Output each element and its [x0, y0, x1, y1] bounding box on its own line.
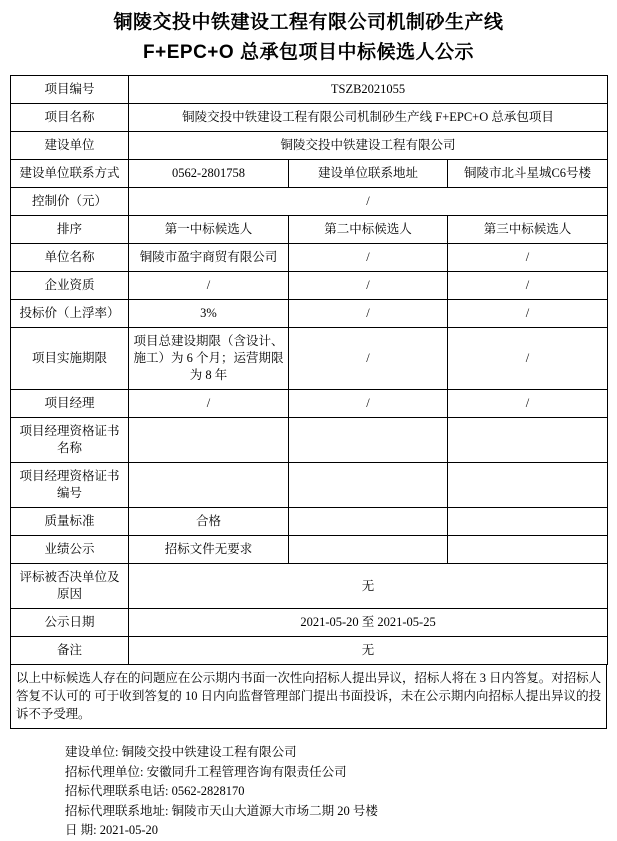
table-row [11, 508, 608, 536]
column-header-candidate-3: 第三中标候选人 [448, 216, 608, 244]
title-line-2: F+EPC+O 总承包项目中标候选人公示 [143, 42, 474, 63]
row-label: 业绩公示 [11, 536, 129, 564]
row-label: 评标被否决单位及原因 [11, 564, 129, 609]
cell-candidate-3: / [448, 390, 608, 418]
footer-line-agency-phone: 招标代理联系电话: 0562-2828170 [65, 784, 245, 798]
row-label: 质量标准 [11, 508, 129, 536]
row-value: TSZB2021055 [129, 76, 608, 104]
cell-candidate-1 [129, 418, 289, 463]
cell-candidate-1: 3% [129, 300, 289, 328]
cell-candidate-2: / [289, 328, 448, 390]
row-value: 无 [129, 564, 608, 609]
notice-text: 以上中标候选人存在的问题应在公示期内书面一次性向招标人提出异议，招标人将在 3 日内答复。对招标人答复不认可的 可于收到答复的 10 日内向监督管理部门提出书面投诉，未在公示期内向招标人提出异议的投诉不予受理。 [10, 665, 607, 729]
column-header-candidate-1: 第一中标候选人 [129, 216, 289, 244]
cell-candidate-1: 招标文件无要求 [129, 536, 289, 564]
table-row [11, 104, 608, 132]
table-row [11, 609, 608, 637]
cell-candidate-2 [289, 463, 448, 508]
cell-candidate-3 [448, 536, 608, 564]
footer-line-agency-address: 招标代理联系地址: 铜陵市天山大道源大市场二期 20 号楼 [65, 803, 378, 818]
table-row [11, 328, 608, 390]
table-row [11, 463, 608, 508]
table-row [11, 132, 608, 160]
row-label: 单位名称 [11, 244, 129, 272]
table-row [11, 637, 608, 665]
table-row [11, 390, 608, 418]
row-value: 无 [129, 637, 608, 665]
row-label: 建设单位联系方式 [11, 160, 129, 188]
cell-candidate-1: 项目总建设期限（含设计、施工）为 6 个月；运营期限为 8 年 [129, 328, 289, 390]
row-label: 排序 [11, 216, 129, 244]
cell-candidate-2 [289, 418, 448, 463]
row-label: 建设单位 [11, 132, 129, 160]
table-row-contact [11, 160, 608, 188]
cell-candidate-2: / [289, 390, 448, 418]
row-label: 企业资质 [11, 272, 129, 300]
bid-candidate-table [10, 75, 608, 665]
row-label: 备注 [11, 637, 129, 665]
cell-candidate-2: / [289, 244, 448, 272]
cell-candidate-2: / [289, 272, 448, 300]
cell-candidate-3: / [448, 244, 608, 272]
table-row [11, 564, 608, 609]
row-value: / [129, 188, 608, 216]
cell-candidate-3 [448, 418, 608, 463]
row-value-2: 铜陵市北斗星城C6号楼 [448, 160, 608, 188]
row-label: 公示日期 [11, 609, 129, 637]
cell-candidate-2: / [289, 300, 448, 328]
row-label: 项目经理资格证书编号 [11, 463, 129, 508]
cell-candidate-3: / [448, 272, 608, 300]
title-line-1: 铜陵交投中铁建设工程有限公司机制砂生产线 [113, 12, 504, 33]
table-row [11, 272, 608, 300]
table-row-control-price [11, 188, 608, 216]
row-label: 项目编号 [11, 76, 129, 104]
table-row [11, 536, 608, 564]
cell-candidate-1: 铜陵市盈宇商贸有限公司 [129, 244, 289, 272]
cell-candidate-3: / [448, 300, 608, 328]
cell-candidate-3 [448, 508, 608, 536]
row-label-2: 建设单位联系地址 [289, 160, 448, 188]
footer-line-construction-unit: 建设单位: 铜陵交投中铁建设工程有限公司 [65, 745, 297, 759]
row-value: 铜陵交投中铁建设工程有限公司 [129, 132, 608, 160]
page-title [10, 0, 607, 68]
table-row-rank-header [11, 216, 608, 244]
table-row [11, 300, 608, 328]
footer-block [10, 729, 607, 841]
row-value: 0562-2801758 [129, 160, 289, 188]
table-row [11, 244, 608, 272]
row-label: 项目名称 [11, 104, 129, 132]
cell-candidate-2 [289, 536, 448, 564]
cell-candidate-1 [129, 463, 289, 508]
footer-line-agency-unit: 招标代理单位: 安徽同升工程管理咨询有限责任公司 [65, 764, 347, 779]
row-label: 项目经理 [11, 390, 129, 418]
row-value: 铜陵交投中铁建设工程有限公司机制砂生产线 F+EPC+O 总承包项目 [129, 104, 608, 132]
row-label: 控制价（元） [11, 188, 129, 216]
cell-candidate-3: / [448, 328, 608, 390]
table-row [11, 418, 608, 463]
cell-candidate-2 [289, 508, 448, 536]
cell-candidate-1: / [129, 272, 289, 300]
row-label: 项目经理资格证书名称 [11, 418, 129, 463]
table-row [11, 76, 608, 104]
row-label: 投标价（上浮率） [11, 300, 129, 328]
cell-candidate-1: / [129, 390, 289, 418]
row-label: 项目实施期限 [11, 328, 129, 390]
footer-line-date: 日 期: 2021-05-20 [65, 823, 159, 837]
cell-candidate-3 [448, 463, 608, 508]
cell-candidate-1: 合格 [129, 508, 289, 536]
row-value: 2021-05-20 至 2021-05-25 [129, 609, 608, 637]
column-header-candidate-2: 第二中标候选人 [289, 216, 448, 244]
